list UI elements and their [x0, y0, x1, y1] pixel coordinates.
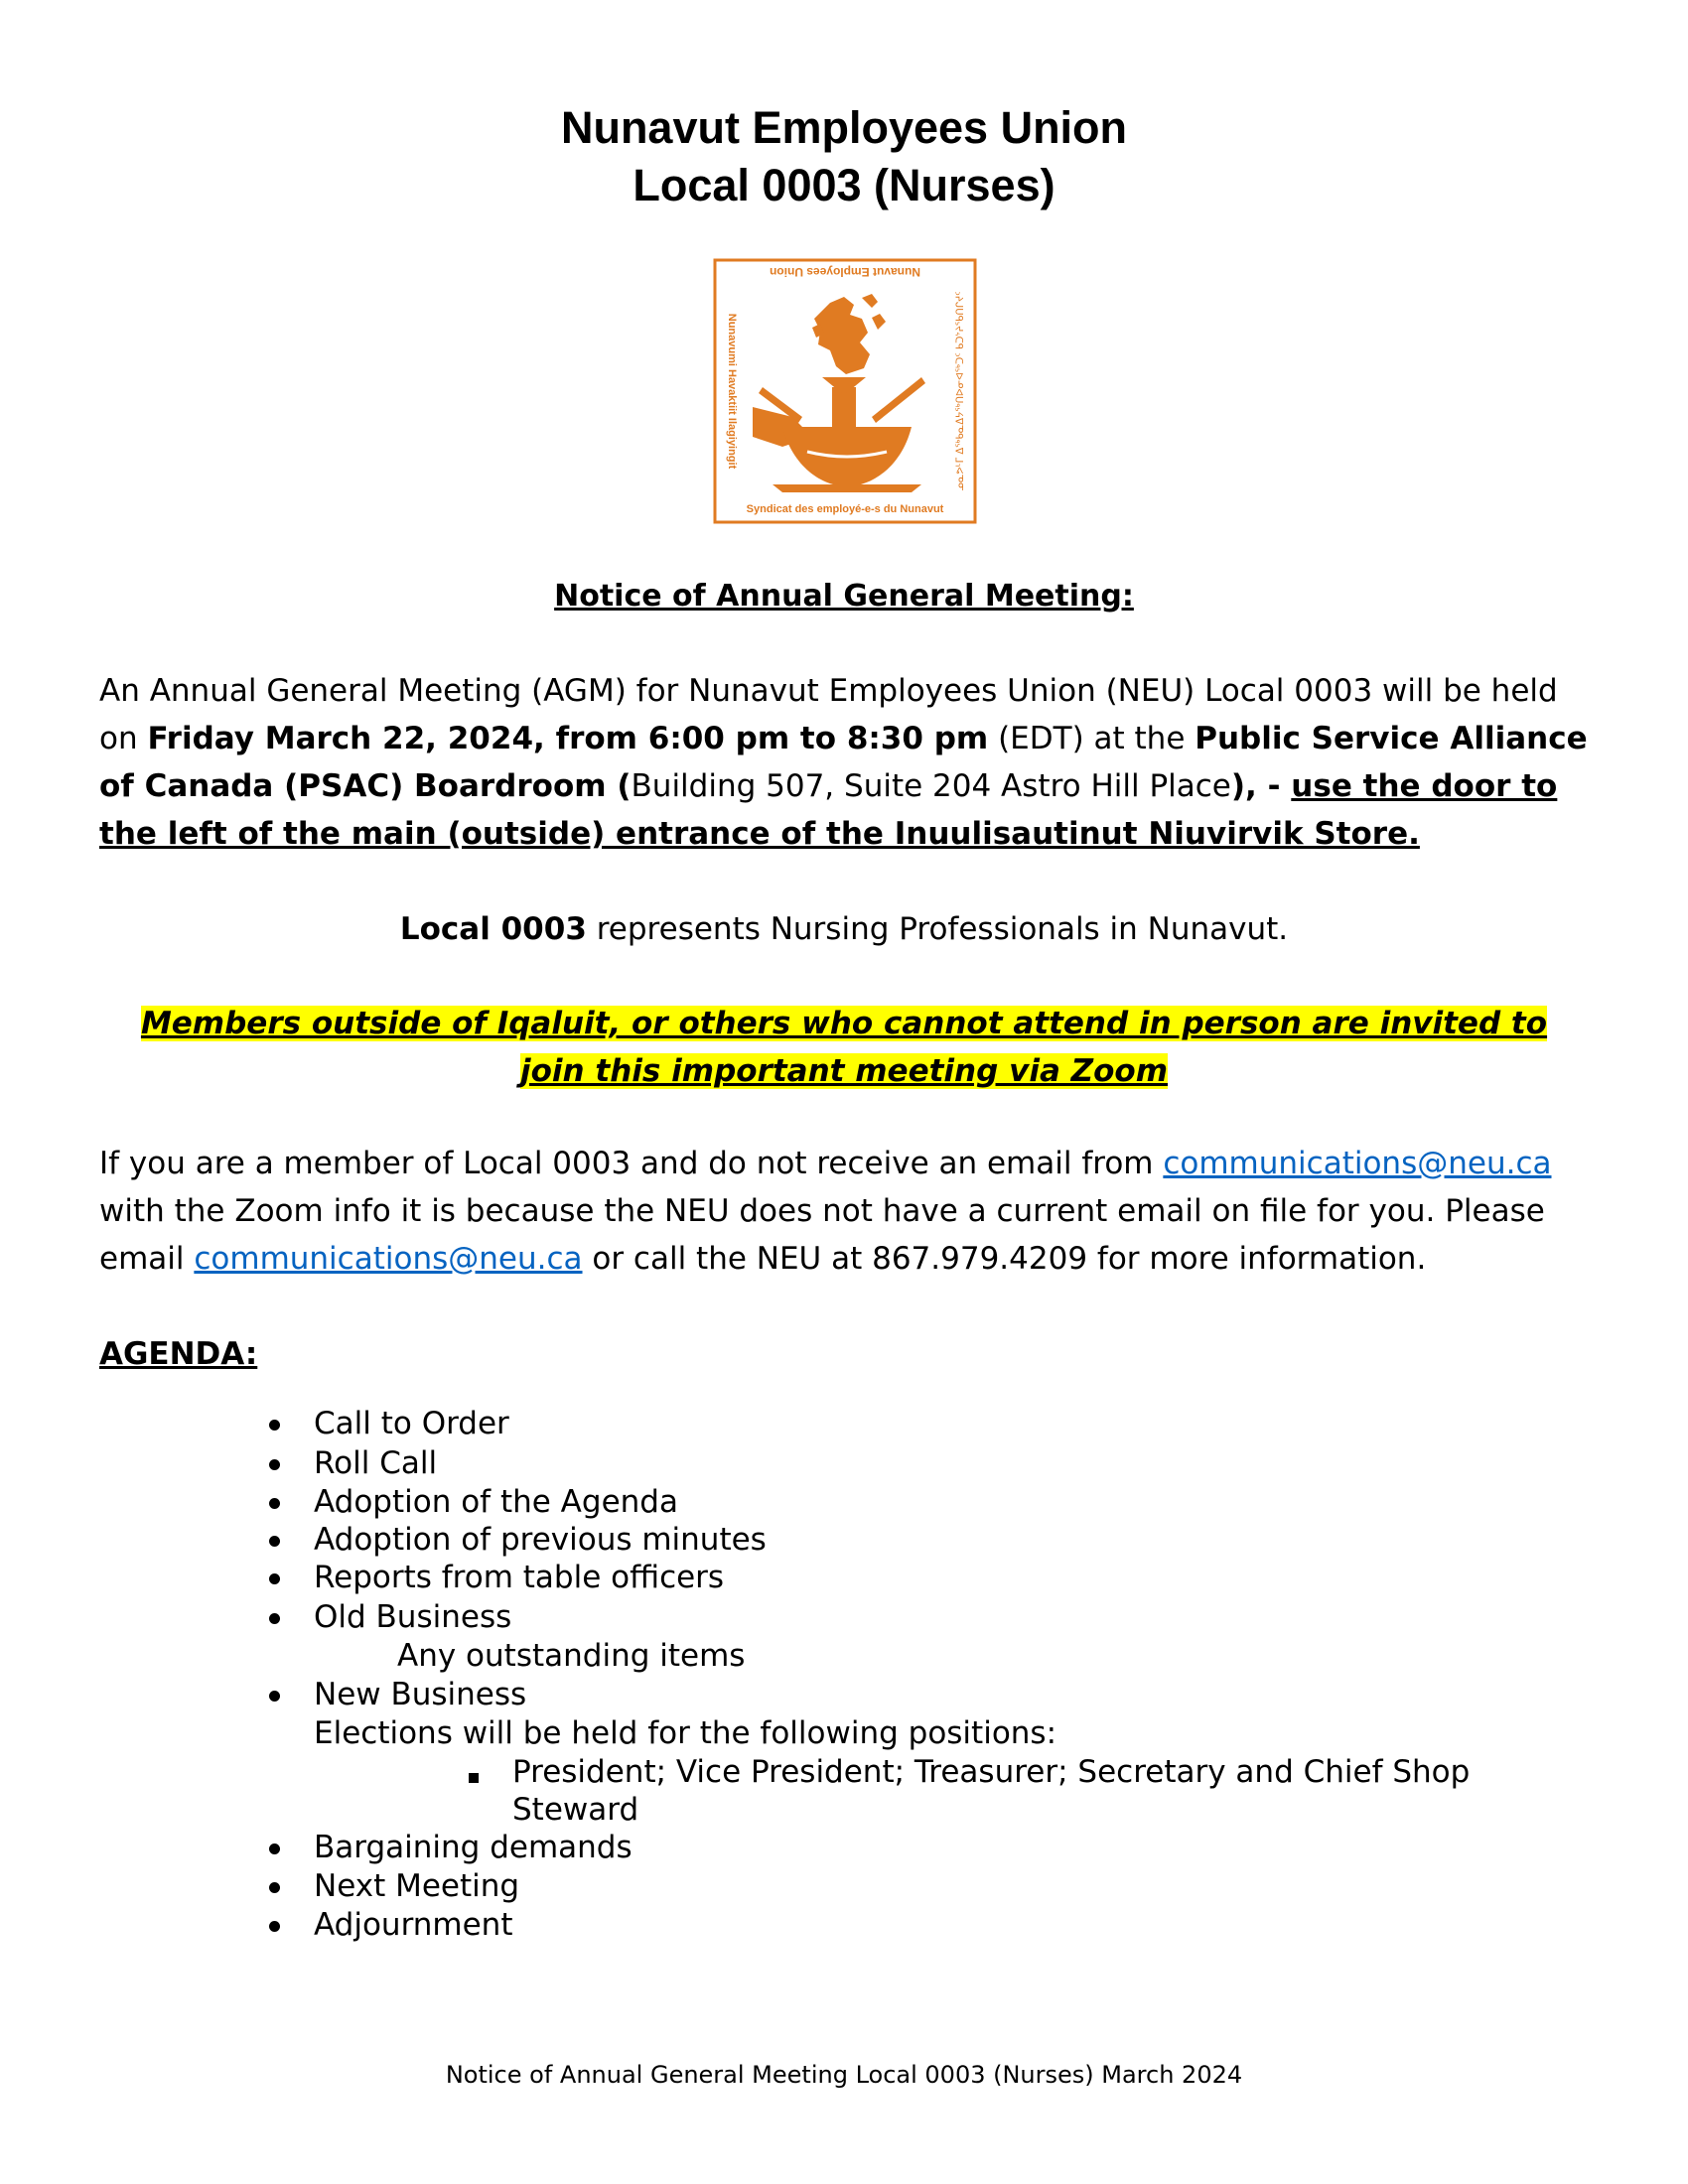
- agenda-item-label: Call to Order: [314, 1406, 509, 1441]
- new-business-subitem: Elections will be held for the following positions:: [314, 1715, 1057, 1751]
- communications-email-link[interactable]: communications@neu.ca: [1163, 1146, 1552, 1181]
- email-info-text-c: or call the NEU at 867.979.4209 for more information.: [582, 1241, 1427, 1277]
- list-item: [314, 1520, 767, 1560]
- old-business-subitem: Any outstanding items: [397, 1638, 746, 1674]
- meeting-building: Building 507, Suite 204 Astro Hill Place: [631, 768, 1231, 804]
- list-item: [314, 1866, 519, 1906]
- email-info-text-b: with the Zoom info it is because the NEU does not have a current email on file for you. Please email: [99, 1193, 1545, 1277]
- zoom-invitation-text: Members outside of Iqaluit, or others who cannot attend in person are invited to join this important meeting via Zoom: [140, 1006, 1548, 1089]
- list-item: [314, 1482, 678, 1522]
- list-item: [314, 1597, 511, 1637]
- page-title: Nunavut Employees Union: [560, 102, 1128, 153]
- represents-statement: [0, 905, 1688, 953]
- email-info-text-a: If you are a member of Local 0003 and do not receive an email from: [99, 1146, 1164, 1181]
- represents-text: represents Nursing Professionals in Nunavut.: [586, 911, 1289, 947]
- agenda-item-label: Adoption of previous minutes: [314, 1522, 767, 1558]
- agenda-item-label: Roll Call: [314, 1445, 438, 1481]
- bullet-icon: [269, 1882, 280, 1893]
- meeting-venue: Public Service Alliance of Canada (PSAC) Boardroom (: [99, 721, 1588, 804]
- communications-email-link-2[interactable]: communications@neu.ca: [194, 1241, 583, 1277]
- meeting-details-paragraph: [99, 667, 1589, 858]
- bullet-icon: [269, 1536, 280, 1547]
- list-item: [314, 1675, 526, 1714]
- zoom-invitation: [129, 1000, 1559, 1095]
- bullet-icon: [269, 1613, 280, 1624]
- bullet-icon: [269, 1573, 280, 1584]
- logo-text-bottom: Syndicat des employé-e-s du Nunavut: [746, 503, 944, 515]
- meeting-date: Friday March 22, 2024, from 6:00 pm to 8:30 pm: [147, 721, 989, 756]
- local-number: Local 0003: [399, 911, 587, 947]
- agenda-item-label: Adoption of the Agenda: [314, 1484, 678, 1520]
- agenda-item-label: Old Business: [314, 1599, 512, 1635]
- bullet-icon: [269, 1498, 280, 1509]
- agenda-item-label: Reports from table officers: [314, 1560, 725, 1595]
- email-info-paragraph: [99, 1140, 1589, 1283]
- bullet-icon: [269, 1921, 280, 1932]
- meeting-dash: ), -: [1230, 768, 1292, 804]
- bullet-icon: [269, 1843, 280, 1854]
- agenda-item-label: Adjournment: [314, 1907, 513, 1943]
- bullet-icon: [269, 1420, 280, 1431]
- agenda-item-label: Bargaining demands: [314, 1830, 633, 1865]
- bullet-icon: [269, 1459, 280, 1470]
- list-item: [314, 1828, 633, 1867]
- meeting-timezone-text: (EDT) at the: [988, 721, 1196, 756]
- list-item: [314, 1558, 724, 1597]
- list-item: [314, 1905, 513, 1945]
- positions-line-1: President; Vice President; Treasurer; Secretary and Chief Shop: [512, 1754, 1471, 1790]
- union-logo: [713, 258, 977, 524]
- notice-heading: Notice of Annual General Meeting:: [554, 579, 1134, 614]
- logo-text-top: Nunavut Employees Union: [769, 265, 921, 279]
- bullet-icon: [269, 1691, 280, 1702]
- door-instructions: use the door to the left of the main (outside) entrance of the Inuulisautinut Niuvirvik Store.: [99, 768, 1558, 852]
- meeting-intro-text: An Annual General Meeting (AGM) for Nunavut Employees Union (NEU) Local 0003 will be held on: [99, 673, 1558, 756]
- page-footer: Notice of Annual General Meeting Local 0003 (Nurses) March 2024: [445, 2061, 1243, 2089]
- page-subtitle: Local 0003 (Nurses): [633, 160, 1055, 210]
- list-item: [314, 1404, 509, 1443]
- list-item: [314, 1443, 437, 1483]
- square-bullet-icon: [469, 1773, 479, 1783]
- logo-text-left: Nunavumi Havaktiit Ilagiyingit: [726, 313, 738, 470]
- agenda-item-label: Next Meeting: [314, 1868, 520, 1904]
- agenda-heading: AGENDA:: [99, 1336, 258, 1372]
- positions-line-2: Steward: [512, 1792, 639, 1828]
- agenda-item-label: New Business: [314, 1677, 527, 1712]
- logo-text-right: ᓄᓇᕗᒻᒥ ᐃᖅᑲᓇᐃᔭᖅᑎᐅᓂᐊᖅᑐᑦ ᑲᑐᔾᔨᖃᑎᒋᔪᑦ: [955, 291, 966, 491]
